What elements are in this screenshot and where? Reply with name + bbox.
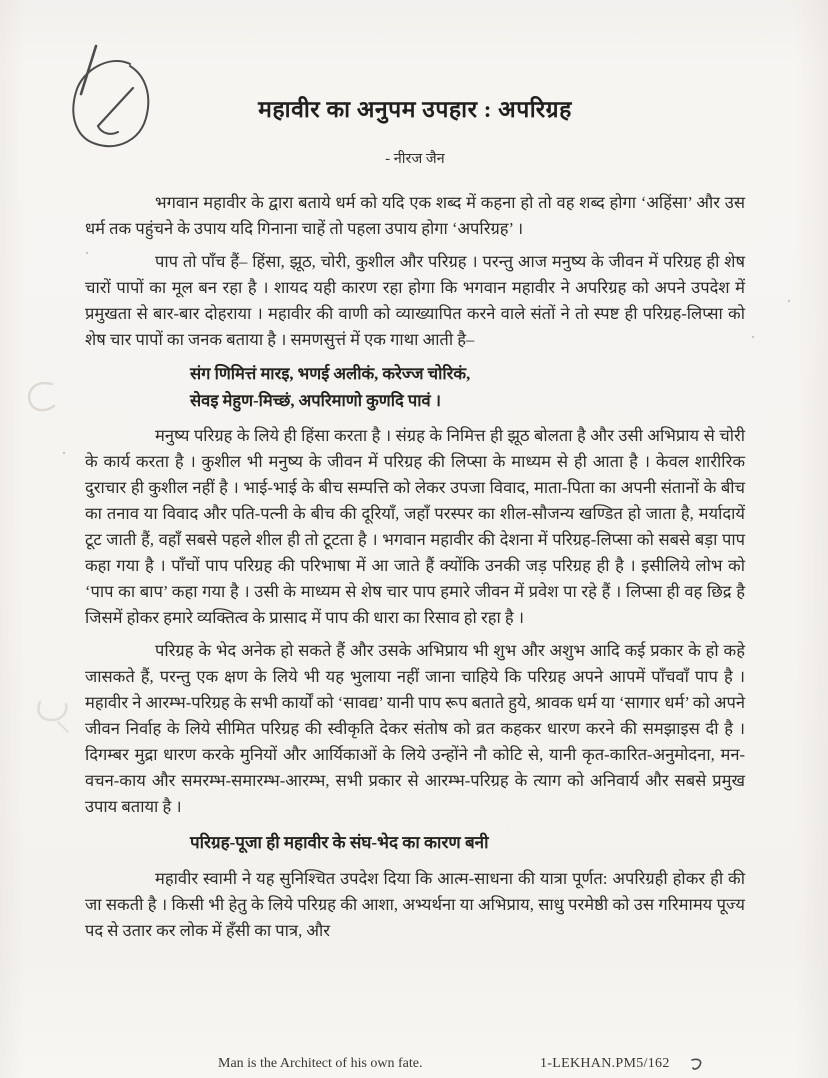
handwritten-curl-icon xyxy=(690,1057,704,1073)
verse-line-1: संग णिमित्तं मारइ, भणई अलीकं, करेज्ज चोरिकं, xyxy=(190,364,471,383)
paragraph-intro: भगवान महावीर के द्वारा बताये धर्म को यदि एक शब्द में कहना हो तो वह शब्द होगा ‘अहिंसा’ और उस धर्म तक पहुंचने के उपाय यदि गिनाना चाहें तो पहला उपाय होगा ‘अपरिग्रह’ । xyxy=(85,193,745,238)
document-body xyxy=(85,92,745,951)
page-title: महावीर का अनुपम उपहार : अपरिग्रह xyxy=(258,97,572,122)
scan-speck xyxy=(752,336,754,338)
paragraph-mahavir-swami: महावीर स्वामी ने यह सुनिश्चित उपदेश दिया कि आत्म-साधना की यात्रा पूर्णत: अपरिग्रही होकर ही की जा सकती है । किसी भी हेतु के लिये परिग्रह की आशा, अभ्यर्थना या अभिप्राय, साधु परमेष्ठी को उस गरिमामय पूज्य पद से उतार कर लोक में हँसी का पात्र, और xyxy=(85,869,745,940)
footer-file-reference: 1-LEKHAN.PM5/162 xyxy=(540,1056,670,1071)
scan-speck xyxy=(63,452,65,454)
section-subheading: परिग्रह-पूजा ही महावीर के संघ-भेद का कारण बनी xyxy=(190,833,489,852)
faint-margin-squiggle-icon xyxy=(8,372,68,432)
verse-line-2: सेवइ मेहुण-मिच्छं, अपरिमाणो कुणदि पावं । xyxy=(190,391,442,410)
paragraph-five-sins: पाप तो पाँच हैं– हिंसा, झूठ, चोरी, कुशील और परिग्रह । परन्तु आज मनुष्य के जीवन में परिग्रह ही शेष चारों पापों का मूल बन रहा है । शायद यही कारण रहा होगा कि भगवान महावीर ने अपरिग्रह को अपने उपदेश में प्रमुखता से बार-बार दोहराया । महावीर की वाणी को व्याख्यापित करने वाले संतों ने तो स्पष्ट ही परिग्रह-लिप्सा को शेष चार पापों का जनक बताया है । समणसुत्तं में एक गाथा आती है– xyxy=(85,252,745,349)
scan-speck xyxy=(788,300,790,302)
footer-motto: Man is the Architect of his own fate. xyxy=(218,1056,423,1071)
page-footer xyxy=(0,1056,828,1078)
author-byline: - नीरज जैन xyxy=(385,151,445,167)
paragraph-bheda: परिग्रह के भेद अनेक हो सकते हैं और उसके अभिप्राय भी शुभ और अशुभ आदि कई प्रकार के हो कहे जासकते हैं, परन्तु एक क्षण के लिये भी यह भुलाया नहीं जाना चाहिये कि परिग्रह अपने आपमें पाँचवाँ पाप है । महावीर ने आरम्भ-परिग्रह के सभी कार्यों को ‘सावद्य’ यानी पाप रूप बताते हुये, श्रावक धर्म या ‘सागार धर्म’ को अपने जीवन निर्वाह के लिये सीमित परिग्रह की स्वीकृति देकर संतोष को व्रत कहकर धारण करने की समझाइस दी है । दिगम्बर मुद्रा धारण करके मुनियों और आर्यिकाओं के लिये उन्होंने नौ कोटि से, यानी कृत-कारित-अनुमोदना, मन-वचन-काय और समरम्भ-समारम्भ-आरम्भ, सभी प्रकार से आरम्भ-परिग्रह के त्याग को अनिवार्य और सबसे प्रमुख उपाय बताया है । xyxy=(85,641,745,816)
paragraph-parigraha-root: मनुष्य परिग्रह के लिये ही हिंसा करता है । संग्रह के निमित्त ही झूठ बोलता है और उसी अभिप्राय से चोरी के कार्य करता है । कुशील भी मनुष्य के जीवन में परिग्रह की लिप्सा के माध्यम से ही आता है । केवल शारीरिक दुराचार ही कुशील नहीं है । भाई-भाई के बीच सम्पत्ति को लेकर उपजा विवाद, माता-पिता का अपनी संतानों के बीच का तनाव या विवाद और पति-पत्नी के बीच की दूरियाँ, जहाँ परस्पर का शील-सौजन्य खण्डित हो जाता है, मर्यादायें टूट जाती हैं, वहाँ सबसे पहले शील ही तो टूटता है । भगवान महावीर की देशना में परिग्रह-लिप्सा को सबसे बड़ा पाप कहा गया है । पाँचों पाप परिग्रह की परिभाषा में आ जाते हैं क्योंकि उनकी जड़ परिग्रह ही है । इसीलिये लोभ को ‘पाप का बाप’ कहा गया है । उसी के माध्यम से शेष चार पाप हमारे जीवन में प्रवेश पा रहे हैं । लिप्सा ही वह छिद्र है जिसमें होकर हमारे व्यक्तित्व के प्रासाद में पाप की धारा का रिसाव हो रहा है । xyxy=(85,426,745,627)
gatha-verse xyxy=(190,360,745,414)
faint-margin-squiggle-icon xyxy=(10,692,80,747)
